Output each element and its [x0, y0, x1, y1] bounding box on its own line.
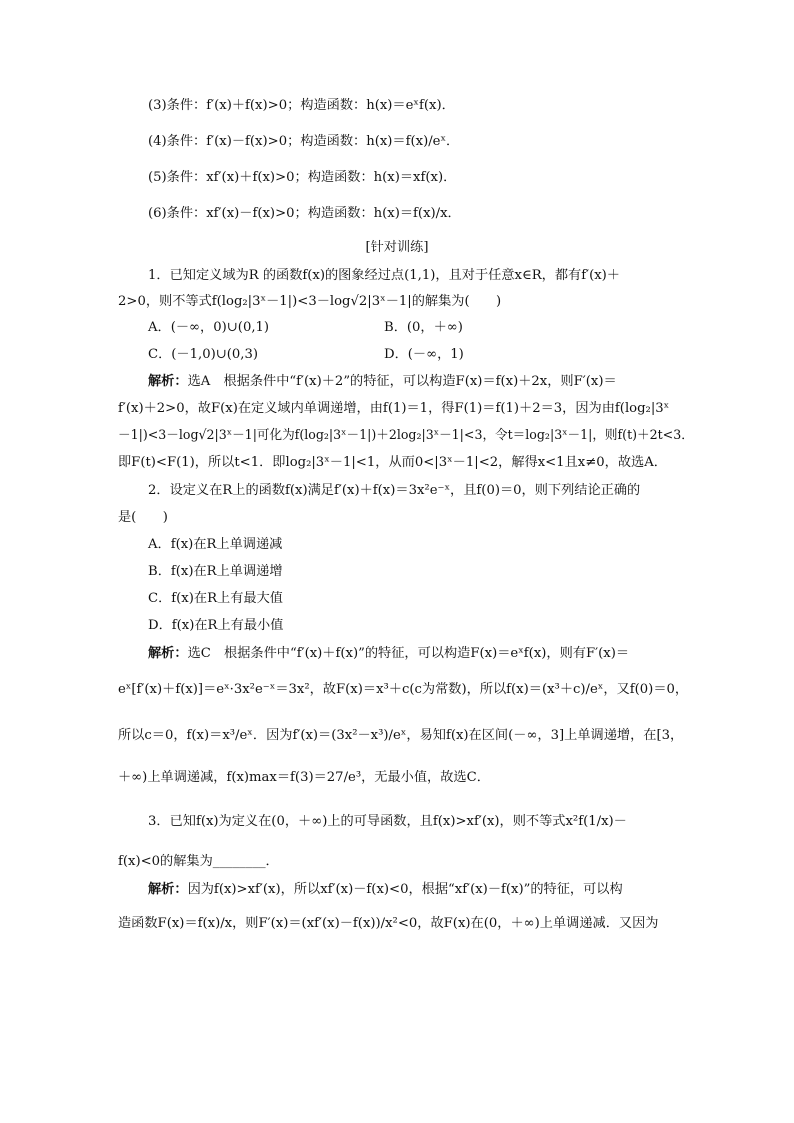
q2-stem-line-2: 是( )	[118, 510, 168, 525]
condition-5: (5)条件：xf′(x)＋f(x)>0；构造函数：h(x)＝xf(x)．	[148, 170, 457, 185]
q1-option-d: D．(－∞，1)	[384, 347, 464, 362]
q1-option-c: C．(－1,0)∪(0,3)	[148, 347, 259, 362]
q2-solution-line-4: ＋∞)上单调递减，f(x)max＝f(3)＝27/e³，无最小值，故选C．	[118, 770, 490, 785]
q1-option-a: A．(－∞，0)∪(0,1)	[148, 320, 270, 335]
q2-option-b: B．f(x)在R上单调递增	[148, 564, 283, 579]
q1-solution-line-4: 即F(t)<F(1)，所以t<1．即log₂|3ˣ－1|<1，从而0<|3ˣ－1|<2，解得x<1且x≠0，故选A．	[118, 455, 667, 470]
q1-option-b: B．(0，＋∞)	[384, 320, 463, 335]
q1-solution-line-2: f′(x)＋2>0，故F(x)在定义域内单调递增，由f(1)＝1，得F(1)＝f(1)＋2＝3，因为由f(log₂|3ˣ	[118, 401, 670, 416]
q2-solution-label: 解析：	[148, 646, 188, 661]
q3-stem-line-2: f(x)<0的解集为________．	[118, 854, 279, 869]
condition-4: (4)条件：f′(x)－f(x)>0；构造函数：h(x)＝f(x)/eˣ．	[148, 134, 460, 149]
q1-solution-line-3: －1|)<3－log√2|3ˣ－1|可化为f(log₂|3ˣ－1|)＋2log₂|3ˣ－1|<3，令t＝log₂|3ˣ－1|，则f(t)＋2t<3．	[118, 428, 694, 443]
q1-stem-line-2: 2>0，则不等式f(log₂|3ˣ－1|)<3－log√2|3ˣ－1|的解集为( )	[118, 294, 502, 309]
q2-solution-line-2: eˣ[f′(x)＋f(x)]＝eˣ·3x²e⁻ˣ＝3x²，故F(x)＝x³＋c(c为常数)，所以f(x)＝(x³＋c)/eˣ，又f(0)＝0，	[118, 682, 689, 697]
q1-solution-text-1: 选A 根据条件中“f′(x)＋2”的特征，可以构造F(x)＝f(x)＋2x，则F′(x)＝	[187, 374, 617, 389]
condition-6: (6)条件：xf′(x)－f(x)>0；构造函数：h(x)＝f(x)/x．	[148, 206, 461, 221]
q1-solution-line-1	[148, 372, 617, 392]
q3-solution-text-1: 因为f(x)>xf′(x)，所以xf′(x)－f(x)<0，根据“xf′(x)－f(x)”的特征，可以构	[187, 882, 623, 897]
q2-solution-line-3: 所以c＝0，f(x)＝x³/eˣ．因为f′(x)＝(3x²－x³)/eˣ，易知f(x)在区间(－∞，3]上单调递增，在[3，	[118, 728, 684, 743]
q2-option-a: A．f(x)在R上单调递减	[148, 537, 283, 552]
q2-option-d: D．f(x)在R上有最小值	[148, 618, 284, 633]
condition-3: (3)条件：f′(x)＋f(x)>0；构造函数：h(x)＝eˣf(x)．	[148, 98, 455, 113]
q1-stem-line-1: 1．已知定义域为R 的函数f(x)的图象经过点(1,1)，且对于任意x∈R，都有f′(x)＋	[148, 268, 620, 283]
q2-solution-text-1: 选C 根据条件中“f′(x)＋f(x)”的特征，可以构造F(x)＝eˣf(x)，则有F′(x)＝	[187, 646, 630, 661]
q3-solution-line-2: 造函数F(x)＝f(x)/x，则F′(x)＝(xf′(x)－f(x))/x²<0，故F(x)在(0，＋∞)上单调递减．又因为	[118, 916, 659, 931]
q3-solution-label: 解析：	[148, 882, 188, 897]
q2-option-c: C．f(x)在R上有最大值	[148, 591, 283, 606]
q2-solution-line-1	[148, 644, 629, 664]
q1-solution-label: 解析：	[148, 374, 188, 389]
q3-solution-line-1	[148, 880, 623, 900]
q2-stem-line-1: 2．设定义在R上的函数f(x)满足f′(x)＋f(x)＝3x²e⁻ˣ，且f(0)＝0，则下列结论正确的	[148, 483, 641, 498]
section-title: [针对训练]	[365, 240, 429, 255]
q3-stem-line-1: 3．已知f(x)为定义在(0，＋∞)上的可导函数，且f(x)>xf′(x)，则不等式x²f(1/x)－	[148, 814, 627, 829]
